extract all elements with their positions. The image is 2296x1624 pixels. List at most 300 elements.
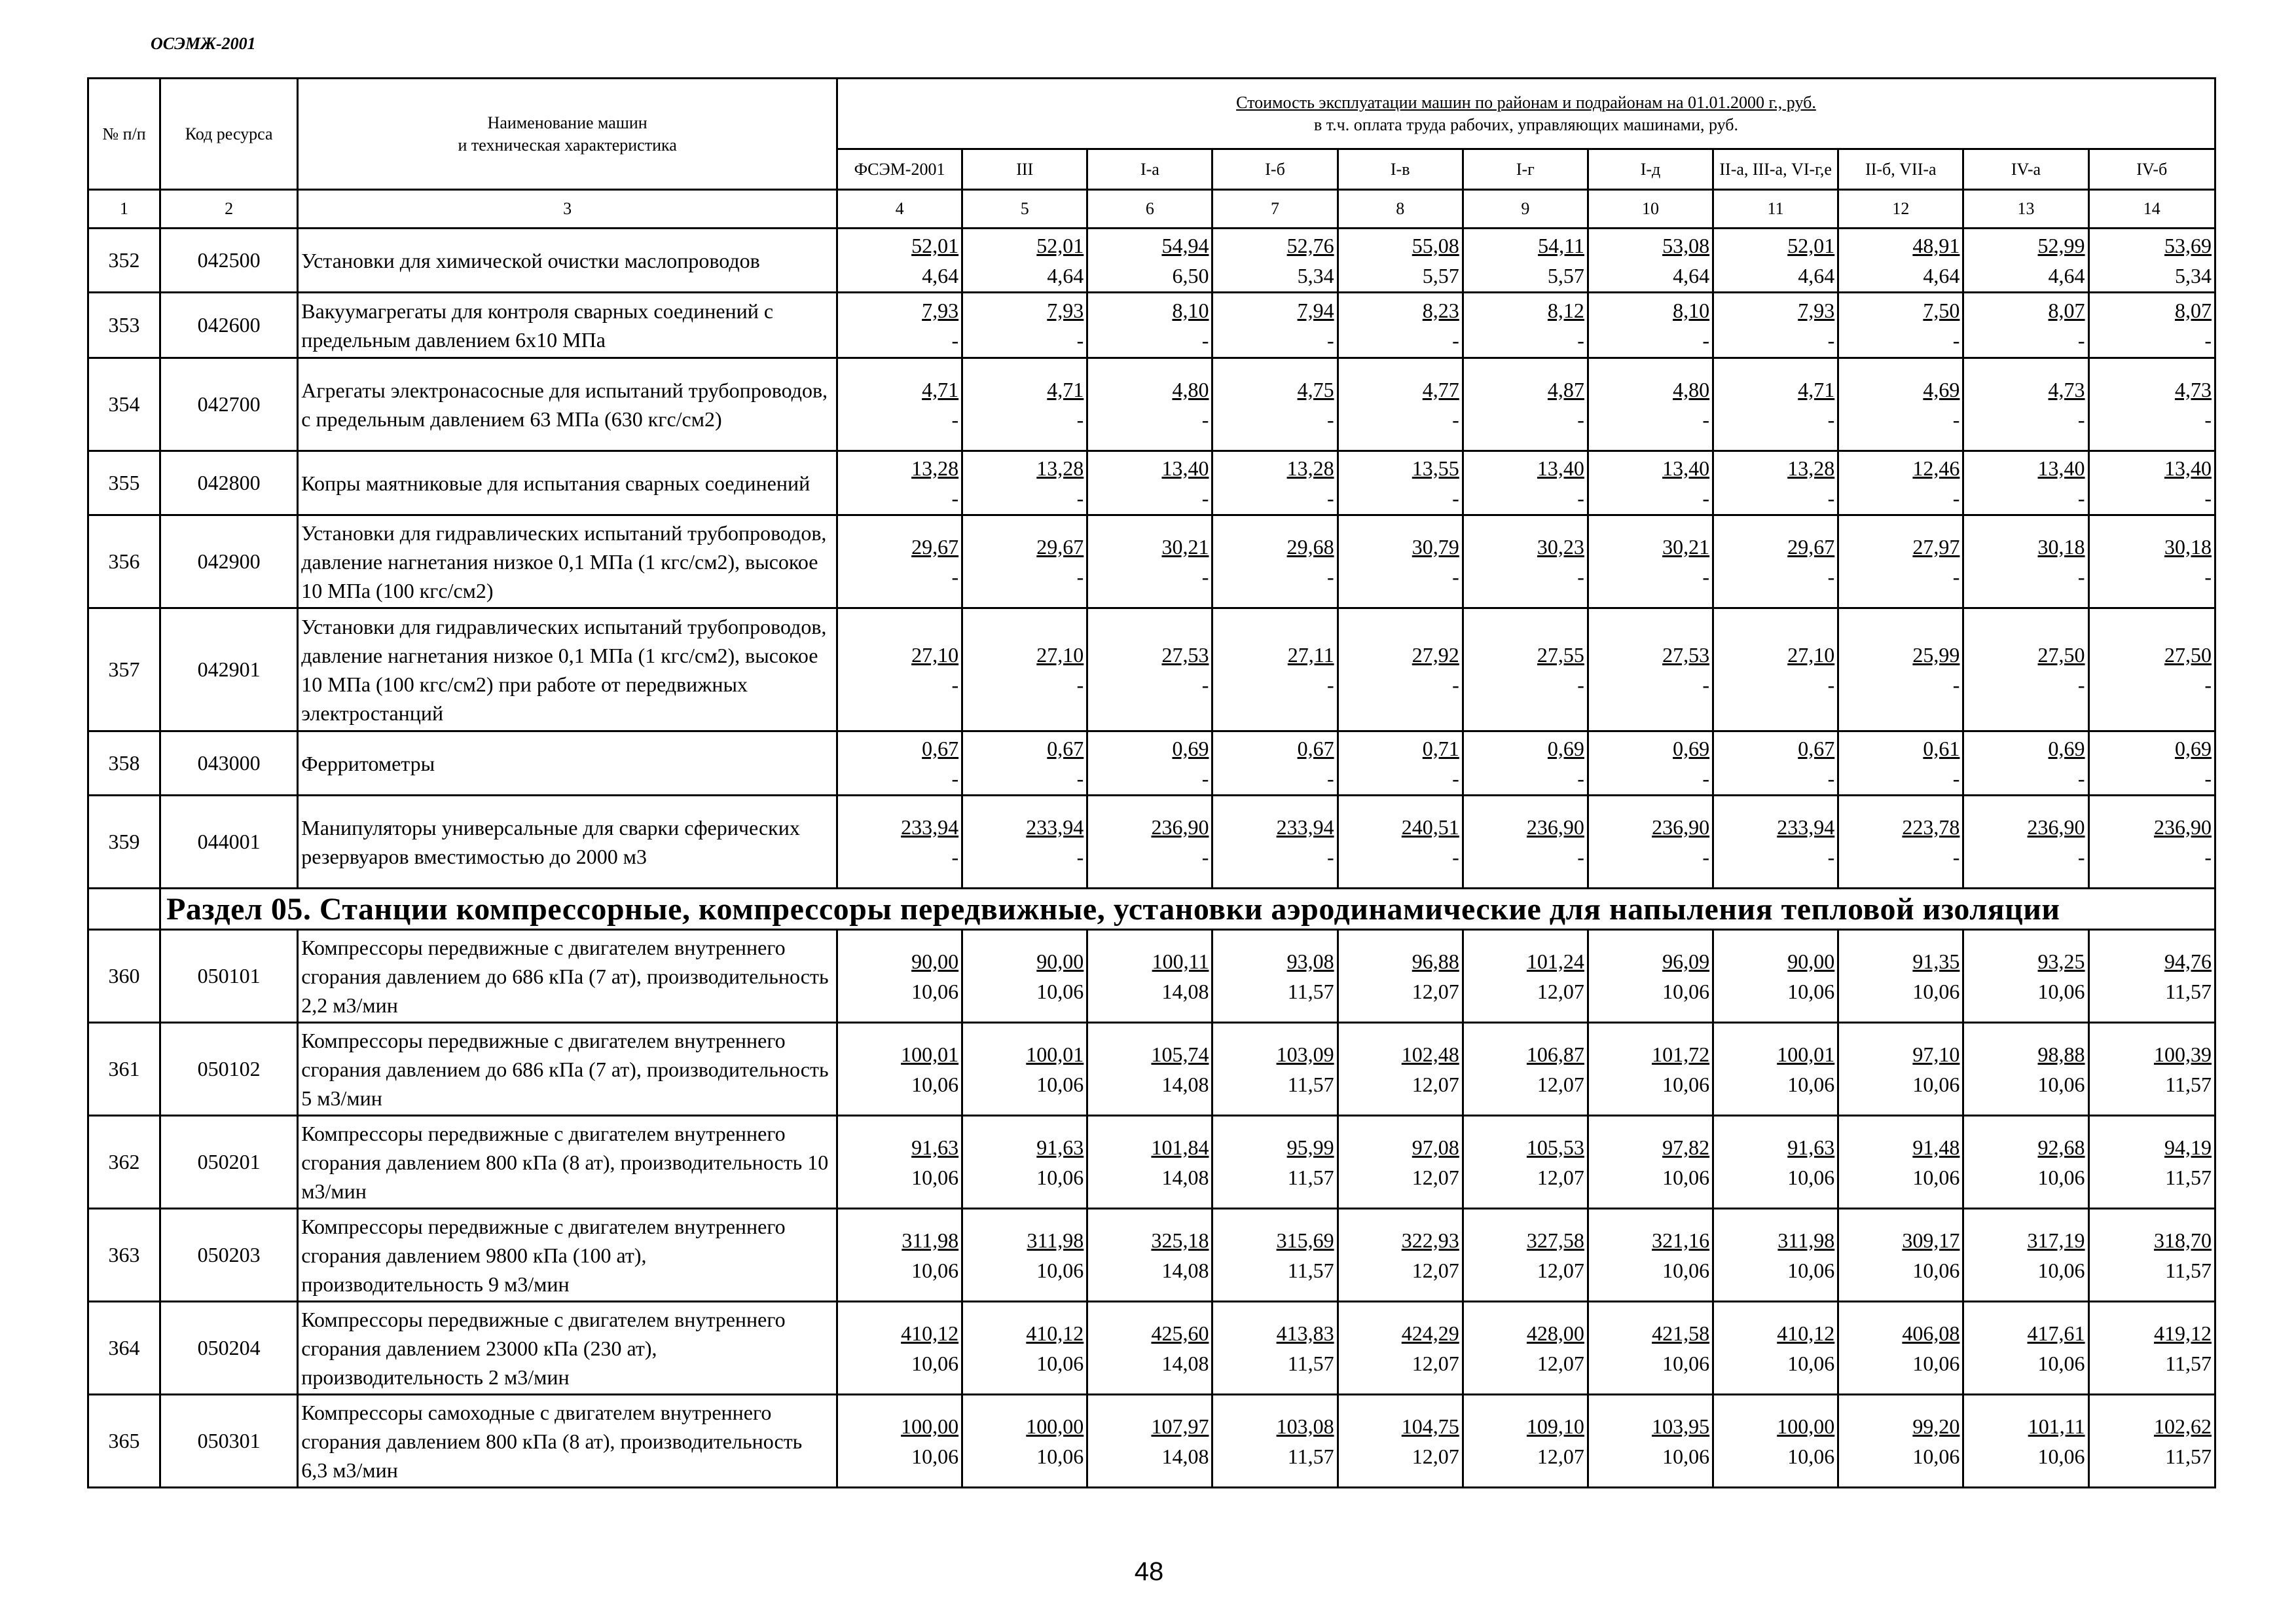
machine-name: Установки для гидравлических испытаний трубопроводов, давление нагнетания низкое 0,1 МПа (1 кгс/см2), высокое 10 МПа (100 кгс/см2) [298, 515, 837, 608]
cost-cell [2088, 1209, 2215, 1302]
wage-cost: - [1952, 486, 1960, 510]
table-row [88, 1023, 2215, 1116]
wage-cost: - [951, 845, 959, 869]
cost-cell [1713, 796, 1838, 889]
total-cost: 99,20 [1912, 1414, 1960, 1438]
cost-cell [1338, 1116, 1463, 1209]
cost-cell [1713, 1116, 1838, 1209]
wage-cost: 12,07 [1537, 1444, 1584, 1468]
total-cost: 27,53 [1161, 642, 1209, 667]
column-number: 10 [1588, 190, 1713, 229]
machine-name: Компрессоры передвижные с двигателем внутреннего сгорания давлением до 686 кПа (7 ат), производительность 2,2 м3/мин [298, 930, 837, 1023]
cost-cell [1713, 1023, 1838, 1116]
total-cost: 30,79 [1412, 534, 1459, 559]
cost-cell [2088, 293, 2215, 358]
resource-code: 043000 [160, 731, 298, 796]
cost-cell [1338, 1209, 1463, 1302]
wage-cost: 11,57 [2165, 1072, 2212, 1096]
total-cost: 100,11 [1152, 949, 1209, 973]
wage-cost: 11,57 [2165, 1165, 2212, 1189]
cost-cell [1963, 1395, 2088, 1488]
cost-cell [962, 229, 1087, 293]
total-cost: 98,88 [2037, 1042, 2085, 1066]
header-region: I-г [1463, 149, 1588, 190]
wage-cost: 5,57 [1422, 263, 1459, 287]
cost-cell [1713, 1395, 1838, 1488]
total-cost: 30,18 [2164, 534, 2212, 559]
machine-name: Компрессоры передвижные с двигателем внутреннего сгорания давлением 800 кПа (8 ат), производительность 10 м3/мин [298, 1116, 837, 1209]
wage-cost: - [1577, 673, 1584, 697]
row-number: 357 [88, 608, 160, 731]
wage-cost: 12,07 [1537, 1351, 1584, 1375]
column-number: 14 [2088, 190, 2215, 229]
cost-cell [837, 293, 962, 358]
total-cost: 0,69 [1172, 736, 1209, 760]
row-number: 360 [88, 930, 160, 1023]
cost-cell [1463, 1116, 1588, 1209]
wage-cost: 5,57 [1547, 263, 1584, 287]
total-cost: 29,68 [1286, 534, 1334, 559]
wage-cost: - [1577, 564, 1584, 589]
total-cost: 52,01 [911, 233, 959, 257]
wage-cost: - [1326, 486, 1334, 510]
total-cost: 103,95 [1652, 1414, 1710, 1438]
column-number: 7 [1212, 190, 1338, 229]
wage-cost: - [1326, 328, 1334, 352]
wage-cost: 4,64 [1798, 263, 1835, 287]
cost-cell [1963, 930, 2088, 1023]
wage-cost: - [1076, 328, 1084, 352]
wage-cost: - [1702, 564, 1710, 589]
wage-cost: - [1577, 486, 1584, 510]
cost-cell [1838, 1116, 1963, 1209]
wage-cost: 10,06 [1036, 1072, 1084, 1096]
wage-cost: - [1702, 673, 1710, 697]
wage-cost: 12,07 [1412, 1444, 1459, 1468]
wage-cost: - [1577, 407, 1584, 432]
cost-cell [1963, 229, 2088, 293]
cost-cell [962, 930, 1087, 1023]
cost-cell [1838, 1023, 1963, 1116]
total-cost: 327,58 [1526, 1228, 1584, 1252]
header-cost-group-subtitle: в т.ч. оплата труда рабочих, управляющих машинами, руб. [1313, 115, 1739, 134]
wage-cost: - [1452, 328, 1459, 352]
total-cost: 13,28 [1286, 456, 1334, 480]
cost-cell [962, 796, 1087, 889]
cost-cell [962, 1395, 1087, 1488]
header-name-line2: и техническая характеристика [458, 135, 677, 155]
cost-cell [1463, 731, 1588, 796]
cost-cell [1087, 796, 1212, 889]
cost-cell [837, 796, 962, 889]
wage-cost: 4,64 [1923, 263, 1960, 287]
total-cost: 105,53 [1526, 1135, 1584, 1159]
wage-cost: 10,06 [1036, 1444, 1084, 1468]
machine-name: Компрессоры передвижные с двигателем внутреннего сгорания давлением 9800 кПа (100 ат), производительность 9 м3/мин [298, 1209, 837, 1302]
wage-cost: - [1577, 845, 1584, 869]
total-cost: 25,99 [1912, 642, 1960, 667]
cost-cell [962, 608, 1087, 731]
total-cost: 104,75 [1401, 1414, 1459, 1438]
total-cost: 424,29 [1401, 1321, 1459, 1345]
wage-cost: - [1952, 845, 1960, 869]
total-cost: 13,40 [2164, 456, 2212, 480]
total-cost: 425,60 [1151, 1321, 1209, 1345]
total-cost: 101,72 [1652, 1042, 1710, 1066]
total-cost: 13,28 [1036, 456, 1084, 480]
total-cost: 0,61 [1923, 736, 1960, 760]
cost-cell [1588, 229, 1713, 293]
wage-cost: 10,06 [2037, 1444, 2085, 1468]
total-cost: 27,10 [911, 642, 959, 667]
table-row [88, 930, 2215, 1023]
row-number: 352 [88, 229, 160, 293]
row-number: 354 [88, 358, 160, 451]
row-number: 364 [88, 1302, 160, 1395]
total-cost: 311,98 [1027, 1228, 1084, 1252]
cost-cell [1588, 1395, 1713, 1488]
wage-cost: - [1076, 766, 1084, 790]
resource-code: 050101 [160, 930, 298, 1023]
wage-cost: 6,50 [1172, 263, 1209, 287]
total-cost: 48,91 [1912, 233, 1960, 257]
total-cost: 7,94 [1297, 298, 1334, 322]
cost-cell [1212, 451, 1338, 515]
wage-cost: 10,06 [1662, 1258, 1710, 1282]
header-cost-group-title: Стоимость эксплуатации машин по районам и подрайонам на 01.01.2000 г., руб. [1236, 92, 1816, 112]
total-cost: 27,10 [1787, 642, 1835, 667]
column-number: 6 [1087, 190, 1212, 229]
header-name [298, 79, 837, 190]
resource-code: 042700 [160, 358, 298, 451]
row-number: 353 [88, 293, 160, 358]
table-row [88, 229, 2215, 293]
section-spacer [88, 889, 160, 930]
total-cost: 90,00 [1787, 949, 1835, 973]
wage-cost: - [2077, 673, 2085, 697]
total-cost: 102,48 [1401, 1042, 1459, 1066]
total-cost: 7,50 [1923, 298, 1960, 322]
cost-cell [1963, 731, 2088, 796]
total-cost: 4,69 [1923, 377, 1960, 401]
wage-cost: - [1201, 407, 1209, 432]
total-cost: 30,21 [1161, 534, 1209, 559]
total-cost: 103,09 [1276, 1042, 1334, 1066]
table-row [88, 515, 2215, 608]
wage-cost: - [1702, 407, 1710, 432]
cost-cell [1087, 358, 1212, 451]
cost-cell [1713, 1302, 1838, 1395]
cost-cell [962, 451, 1087, 515]
wage-cost: 11,57 [1287, 1258, 1334, 1282]
total-cost: 0,67 [922, 736, 959, 760]
cost-cell [1338, 731, 1463, 796]
total-cost: 8,07 [2048, 298, 2085, 322]
cost-cell [1963, 796, 2088, 889]
total-cost: 53,08 [1662, 233, 1710, 257]
cost-cell [1338, 796, 1463, 889]
total-cost: 92,68 [2037, 1135, 2085, 1159]
cost-cell [1087, 515, 1212, 608]
table-header [88, 79, 2215, 229]
resource-code: 042900 [160, 515, 298, 608]
total-cost: 27,97 [1912, 534, 1960, 559]
cost-cell [1713, 293, 1838, 358]
wage-cost: - [1577, 328, 1584, 352]
cost-cell [837, 358, 962, 451]
total-cost: 97,10 [1912, 1042, 1960, 1066]
section-row [88, 889, 2215, 930]
cost-cell [1212, 358, 1338, 451]
cost-cell [837, 1209, 962, 1302]
wage-cost: 11,57 [1287, 1351, 1334, 1375]
total-cost: 236,90 [2154, 815, 2212, 839]
wage-cost: 12,07 [1412, 1165, 1459, 1189]
machine-name: Ферритометры [298, 731, 837, 796]
table-row [88, 1395, 2215, 1488]
total-cost: 53,69 [2164, 233, 2212, 257]
total-cost: 233,94 [1276, 815, 1334, 839]
total-cost: 4,75 [1297, 377, 1334, 401]
wage-cost: 11,57 [1287, 1072, 1334, 1096]
wage-cost: 11,57 [2165, 1351, 2212, 1375]
wage-cost: 10,06 [1912, 1444, 1960, 1468]
total-cost: 236,90 [1526, 815, 1584, 839]
wage-cost: - [1452, 486, 1459, 510]
wage-cost: 11,57 [2165, 1258, 2212, 1282]
wage-cost: 10,06 [1787, 1258, 1835, 1282]
wage-cost: 10,06 [911, 1072, 959, 1096]
cost-cell [1087, 451, 1212, 515]
cost-cell [1963, 358, 2088, 451]
wage-cost: - [1201, 486, 1209, 510]
total-cost: 100,01 [1777, 1042, 1835, 1066]
cost-cell [1963, 293, 2088, 358]
wage-cost: 4,64 [1673, 263, 1710, 287]
total-cost: 309,17 [1902, 1228, 1960, 1252]
cost-cell [837, 1116, 962, 1209]
total-cost: 4,77 [1422, 377, 1459, 401]
wage-cost: 12,07 [1412, 1258, 1459, 1282]
wage-cost: - [951, 673, 959, 697]
resource-code: 042901 [160, 608, 298, 731]
wage-cost: - [1201, 673, 1209, 697]
total-cost: 29,67 [1787, 534, 1835, 559]
wage-cost: 10,06 [1787, 1444, 1835, 1468]
wage-cost: - [1827, 486, 1835, 510]
cost-cell [2088, 930, 2215, 1023]
wage-cost: - [1076, 486, 1084, 510]
cost-cell [1463, 293, 1588, 358]
wage-cost: 11,57 [2165, 979, 2212, 1003]
total-cost: 91,35 [1912, 949, 1960, 973]
wage-cost: - [1827, 564, 1835, 589]
wage-cost: 5,34 [1297, 263, 1334, 287]
wage-cost: - [1702, 486, 1710, 510]
cost-cell [962, 1209, 1087, 1302]
cost-cell [1588, 1116, 1713, 1209]
cost-cell [837, 930, 962, 1023]
total-cost: 102,62 [2154, 1414, 2212, 1438]
machine-name: Агрегаты электронасосные для испытаний трубопроводов, с предельным давлением 63 МПа (630 кгс/см2) [298, 358, 837, 451]
total-cost: 94,76 [2164, 949, 2212, 973]
cost-cell [1713, 515, 1838, 608]
document-code: ОСЭМЖ-2001 [151, 34, 256, 53]
wage-cost: 10,06 [1662, 979, 1710, 1003]
total-cost: 0,69 [1547, 736, 1584, 760]
wage-cost: - [2204, 673, 2212, 697]
wage-cost: - [1952, 407, 1960, 432]
header-name-line1: Наименование машин [487, 113, 647, 132]
wage-cost: 10,06 [1662, 1072, 1710, 1096]
wage-cost: - [951, 564, 959, 589]
total-cost: 29,67 [911, 534, 959, 559]
wage-cost: 10,06 [911, 979, 959, 1003]
wage-cost: - [1326, 845, 1334, 869]
total-cost: 321,16 [1652, 1228, 1710, 1252]
total-cost: 107,97 [1151, 1414, 1209, 1438]
cost-cell [1713, 608, 1838, 731]
cost-cell [1588, 608, 1713, 731]
column-number: 2 [160, 190, 298, 229]
wage-cost: 10,06 [911, 1444, 959, 1468]
total-cost: 233,94 [1777, 815, 1835, 839]
cost-cell [1087, 1116, 1212, 1209]
header-region: III [962, 149, 1087, 190]
wage-cost: 10,06 [1912, 1165, 1960, 1189]
cost-cell [1463, 1302, 1588, 1395]
total-cost: 8,10 [1172, 298, 1209, 322]
wage-cost: - [1326, 407, 1334, 432]
wage-cost: - [2204, 766, 2212, 790]
cost-cell [1212, 515, 1338, 608]
wage-cost: 11,57 [1287, 1444, 1334, 1468]
cost-cell [1963, 1209, 2088, 1302]
machine-name: Манипуляторы универсальные для сварки сферических резервуаров вместимостью до 2000 м3 [298, 796, 837, 889]
wage-cost: - [1076, 673, 1084, 697]
wage-cost: 11,57 [1287, 979, 1334, 1003]
table-row [88, 451, 2215, 515]
wage-cost: - [1952, 673, 1960, 697]
cost-cell [1713, 1209, 1838, 1302]
machine-name: Установки для гидравлических испытаний трубопроводов, давление нагнетания низкое 0,1 МПа (1 кгс/см2), высокое 10 МПа (100 кгс/см2) при работе от передвижных электростанций [298, 608, 837, 731]
cost-cell [1212, 930, 1338, 1023]
total-cost: 322,93 [1401, 1228, 1459, 1252]
total-cost: 94,19 [2164, 1135, 2212, 1159]
resource-code: 050201 [160, 1116, 298, 1209]
total-cost: 52,01 [1787, 233, 1835, 257]
total-cost: 4,71 [1047, 377, 1084, 401]
total-cost: 8,12 [1547, 298, 1584, 322]
wage-cost: 4,64 [1047, 263, 1084, 287]
page-number: 48 [1134, 1557, 1164, 1586]
row-number: 355 [88, 451, 160, 515]
cost-cell [837, 229, 962, 293]
cost-cell [2088, 608, 2215, 731]
row-number: 359 [88, 796, 160, 889]
resource-code: 050204 [160, 1302, 298, 1395]
header-region: IV-б [2088, 149, 2215, 190]
wage-cost: 10,06 [1787, 979, 1835, 1003]
table-row [88, 608, 2215, 731]
wage-cost: - [2204, 564, 2212, 589]
cost-cell [962, 1023, 1087, 1116]
total-cost: 95,99 [1286, 1135, 1334, 1159]
wage-cost: - [1827, 673, 1835, 697]
cost-cell [1463, 451, 1588, 515]
total-cost: 27,11 [1287, 642, 1334, 667]
wage-cost: 10,06 [911, 1258, 959, 1282]
total-cost: 100,01 [901, 1042, 959, 1066]
total-cost: 410,12 [1026, 1321, 1084, 1345]
cost-cell [1338, 229, 1463, 293]
wage-cost: - [1326, 766, 1334, 790]
total-cost: 410,12 [901, 1321, 959, 1345]
total-cost: 428,00 [1526, 1321, 1584, 1345]
table-row [88, 358, 2215, 451]
cost-cell [1212, 608, 1338, 731]
column-number: 4 [837, 190, 962, 229]
total-cost: 315,69 [1276, 1228, 1334, 1252]
wage-cost: - [1076, 407, 1084, 432]
total-cost: 233,94 [1026, 815, 1084, 839]
wage-cost: - [2077, 766, 2085, 790]
cost-cell [1463, 229, 1588, 293]
cost-cell [1087, 1209, 1212, 1302]
cost-cell [1588, 358, 1713, 451]
header-region: II-б, VII-а [1838, 149, 1963, 190]
cost-cell [1838, 229, 1963, 293]
cost-cell [1713, 358, 1838, 451]
wage-cost: - [1702, 845, 1710, 869]
total-cost: 52,99 [2037, 233, 2085, 257]
total-cost: 27,50 [2037, 642, 2085, 667]
total-cost: 13,40 [1537, 456, 1584, 480]
total-cost: 27,50 [2164, 642, 2212, 667]
wage-cost: 10,06 [2037, 979, 2085, 1003]
wage-cost: - [2077, 328, 2085, 352]
cost-cell [1963, 1302, 2088, 1395]
total-cost: 93,25 [2037, 949, 2085, 973]
wage-cost: 12,07 [1412, 1351, 1459, 1375]
wage-cost: - [1827, 766, 1835, 790]
total-cost: 54,11 [1538, 233, 1584, 257]
wage-cost: 10,06 [1912, 979, 1960, 1003]
cost-cell [1463, 1023, 1588, 1116]
cost-cell [837, 608, 962, 731]
total-cost: 100,39 [2154, 1042, 2212, 1066]
cost-cell [1588, 293, 1713, 358]
total-cost: 30,18 [2037, 534, 2085, 559]
cost-cell [962, 515, 1087, 608]
wage-cost: 4,64 [922, 263, 959, 287]
wage-cost: - [1452, 673, 1459, 697]
total-cost: 55,08 [1412, 233, 1459, 257]
total-cost: 27,55 [1537, 642, 1584, 667]
cost-cell [1588, 451, 1713, 515]
total-cost: 236,90 [1151, 815, 1209, 839]
wage-cost: 14,08 [1161, 979, 1209, 1003]
total-cost: 417,61 [2027, 1321, 2085, 1345]
cost-cell [1212, 229, 1338, 293]
total-cost: 12,46 [1912, 456, 1960, 480]
cost-cell [962, 358, 1087, 451]
wage-cost: 12,07 [1412, 1072, 1459, 1096]
resource-code: 050102 [160, 1023, 298, 1116]
total-cost: 4,80 [1172, 377, 1209, 401]
cost-cell [1838, 1209, 1963, 1302]
cost-cell [837, 451, 962, 515]
